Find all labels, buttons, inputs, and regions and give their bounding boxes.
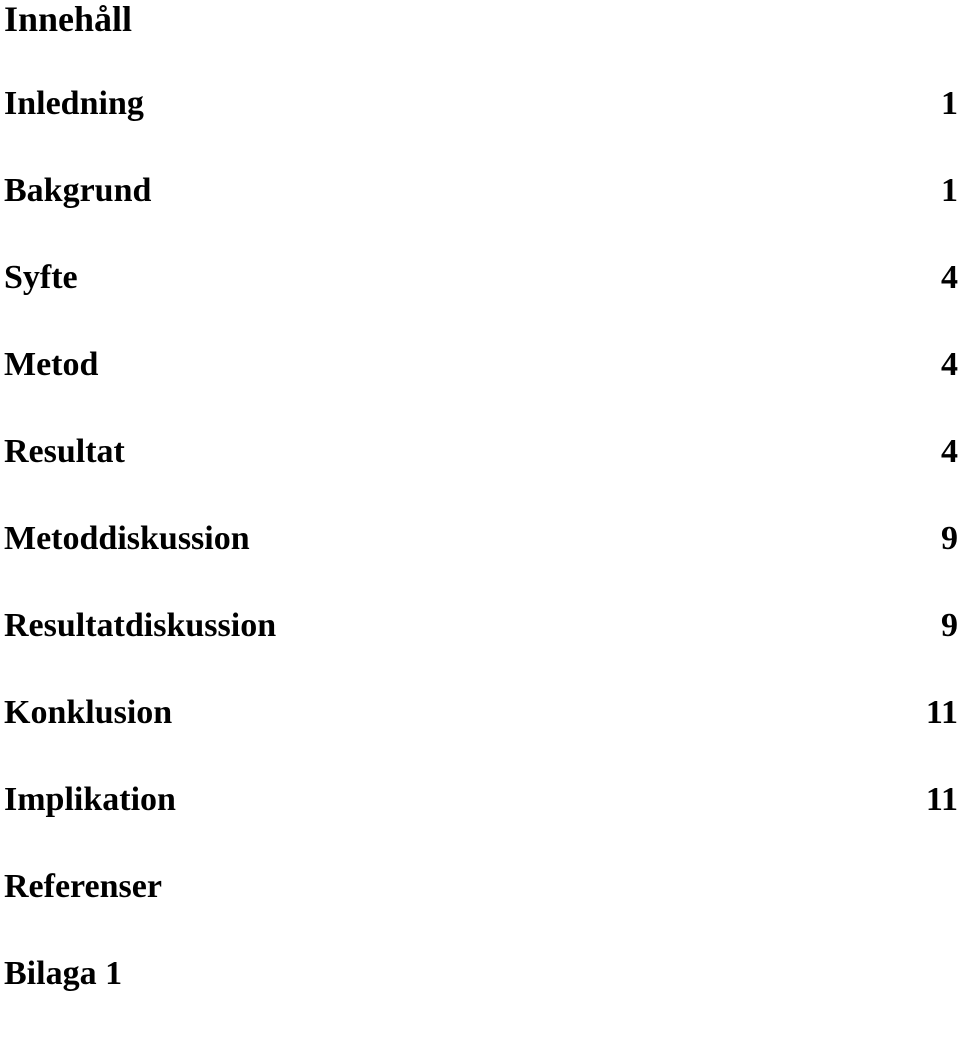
toc-entry-label: Konklusion [4, 694, 173, 731]
toc-entry-label: Metod [4, 346, 99, 383]
toc-entry-page-number: 1 [941, 85, 958, 122]
toc-entry-page-number: 4 [941, 259, 958, 296]
toc-entry-page-number: 4 [941, 433, 958, 470]
toc-entry-metoddiskussion [4, 519, 958, 606]
toc-entry-konklusion [4, 693, 958, 780]
toc-entry-bilaga-1 [4, 954, 958, 1041]
table-of-contents [4, 84, 958, 1041]
toc-entry-label: Bilaga 1 [4, 955, 123, 992]
toc-entry-label: Syfte [4, 259, 78, 296]
toc-entry-label: Bakgrund [4, 172, 152, 209]
toc-entry-implikation [4, 780, 958, 867]
toc-title: Innehåll [4, 0, 133, 39]
toc-entry-metod [4, 345, 958, 432]
toc-entry-label: Inledning [4, 85, 144, 122]
toc-entry-inledning [4, 84, 958, 171]
toc-entry-resultat [4, 432, 958, 519]
toc-entry-page-number: 4 [941, 346, 958, 383]
toc-entry-page-number: 1 [941, 172, 958, 209]
toc-entry-page-number: 9 [941, 607, 958, 644]
toc-entry-page-number: 11 [925, 694, 958, 731]
toc-entry-label: Metoddiskussion [4, 520, 250, 557]
toc-entry-syfte [4, 258, 958, 345]
toc-entry-label: Resultat [4, 433, 125, 470]
toc-entry-page-number: 11 [925, 781, 958, 818]
toc-entry-referenser [4, 867, 958, 954]
toc-entry-label: Resultatdiskussion [4, 607, 277, 644]
toc-entry-bakgrund [4, 171, 958, 258]
toc-entry-resultatdiskussion [4, 606, 958, 693]
toc-entry-label: Referenser [4, 868, 162, 905]
toc-entry-page-number: 9 [941, 520, 958, 557]
toc-entry-label: Implikation [4, 781, 176, 818]
